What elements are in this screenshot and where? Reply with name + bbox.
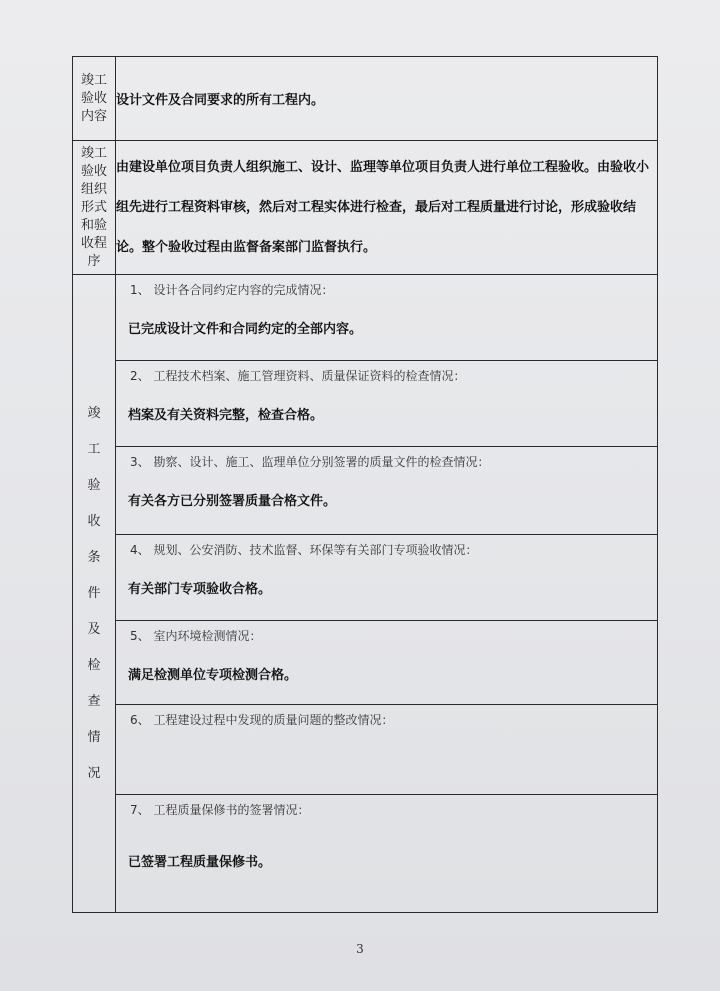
condition-answer-2: 档案及有关资料完整，检查合格。 [128, 408, 324, 423]
condition-answer-1: 已完成设计文件和合同约定的全部内容。 [128, 322, 363, 337]
condition-question-3: 3、 勘察、设计、施工、监理单位分别签署的质量文件的检查情况： [130, 455, 490, 469]
label-acceptance-content: 竣工验收内容 [73, 57, 116, 141]
condition-question-7: 7、 工程质量保修书的签署情况： [130, 803, 310, 817]
condition-question-4: 4、 规划、公安消防、技术监督、环保等有关部门专项验收情况： [130, 543, 478, 557]
condition-question-2: 2、 工程技术档案、施工管理资料、质量保证资料的检查情况： [130, 369, 466, 383]
row-acceptance-content [73, 57, 658, 141]
condition-cell-6 [116, 705, 658, 795]
cell-acceptance-content [116, 57, 658, 141]
condition-cell-4 [116, 535, 658, 621]
condition-row-7 [73, 795, 658, 913]
label-acceptance-process: 竣工验收组织形式和验收程序 [73, 141, 116, 275]
page-number: 3 [356, 942, 364, 956]
condition-row-4 [73, 535, 658, 621]
condition-answer-5: 满足检测单位专项检测合格。 [128, 668, 298, 683]
condition-question-6: 6、 工程建设过程中发现的质量问题的整改情况： [130, 713, 394, 727]
condition-answer-7: 已签署工程质量保修书。 [128, 855, 272, 870]
vertical-label-chars: 竣 工 验 收 条 件 及 检 查 情 况 [87, 405, 101, 781]
condition-answer-3: 有关各方已分别签署质量合格文件。 [128, 494, 337, 509]
condition-row-1 [73, 275, 658, 361]
condition-row-6 [73, 705, 658, 795]
condition-question-5: 5、 室内环境检测情况： [130, 629, 262, 643]
acceptance-content-text: 设计文件及合同要求的所有工程内。 [116, 93, 325, 108]
condition-cell-3 [116, 447, 658, 535]
row-acceptance-process [73, 141, 658, 275]
condition-cell-1 [116, 275, 658, 361]
cell-acceptance-process [116, 141, 658, 275]
condition-cell-2 [116, 361, 658, 447]
condition-cell-7 [116, 795, 658, 913]
condition-row-2 [73, 361, 658, 447]
label-conditions-vertical [73, 275, 116, 913]
condition-question-1: 1、 设计各合同约定内容的完成情况： [130, 283, 334, 297]
acceptance-process-text: 由建设单位项目负责人组织施工、设计、监理等单位项目负责人进行单位工程验收。由验收小组先进行工程资料审核，然后对工程实体进行检查，最后对工程质量进行讨论，形成验收结论。整个验收过程由监督备案部门监督执行。 [116, 159, 650, 255]
condition-cell-5 [116, 621, 658, 705]
condition-row-5 [73, 621, 658, 705]
condition-answer-4: 有关部门专项验收合格。 [128, 582, 272, 597]
condition-row-3 [73, 447, 658, 535]
acceptance-form-table [72, 56, 658, 913]
